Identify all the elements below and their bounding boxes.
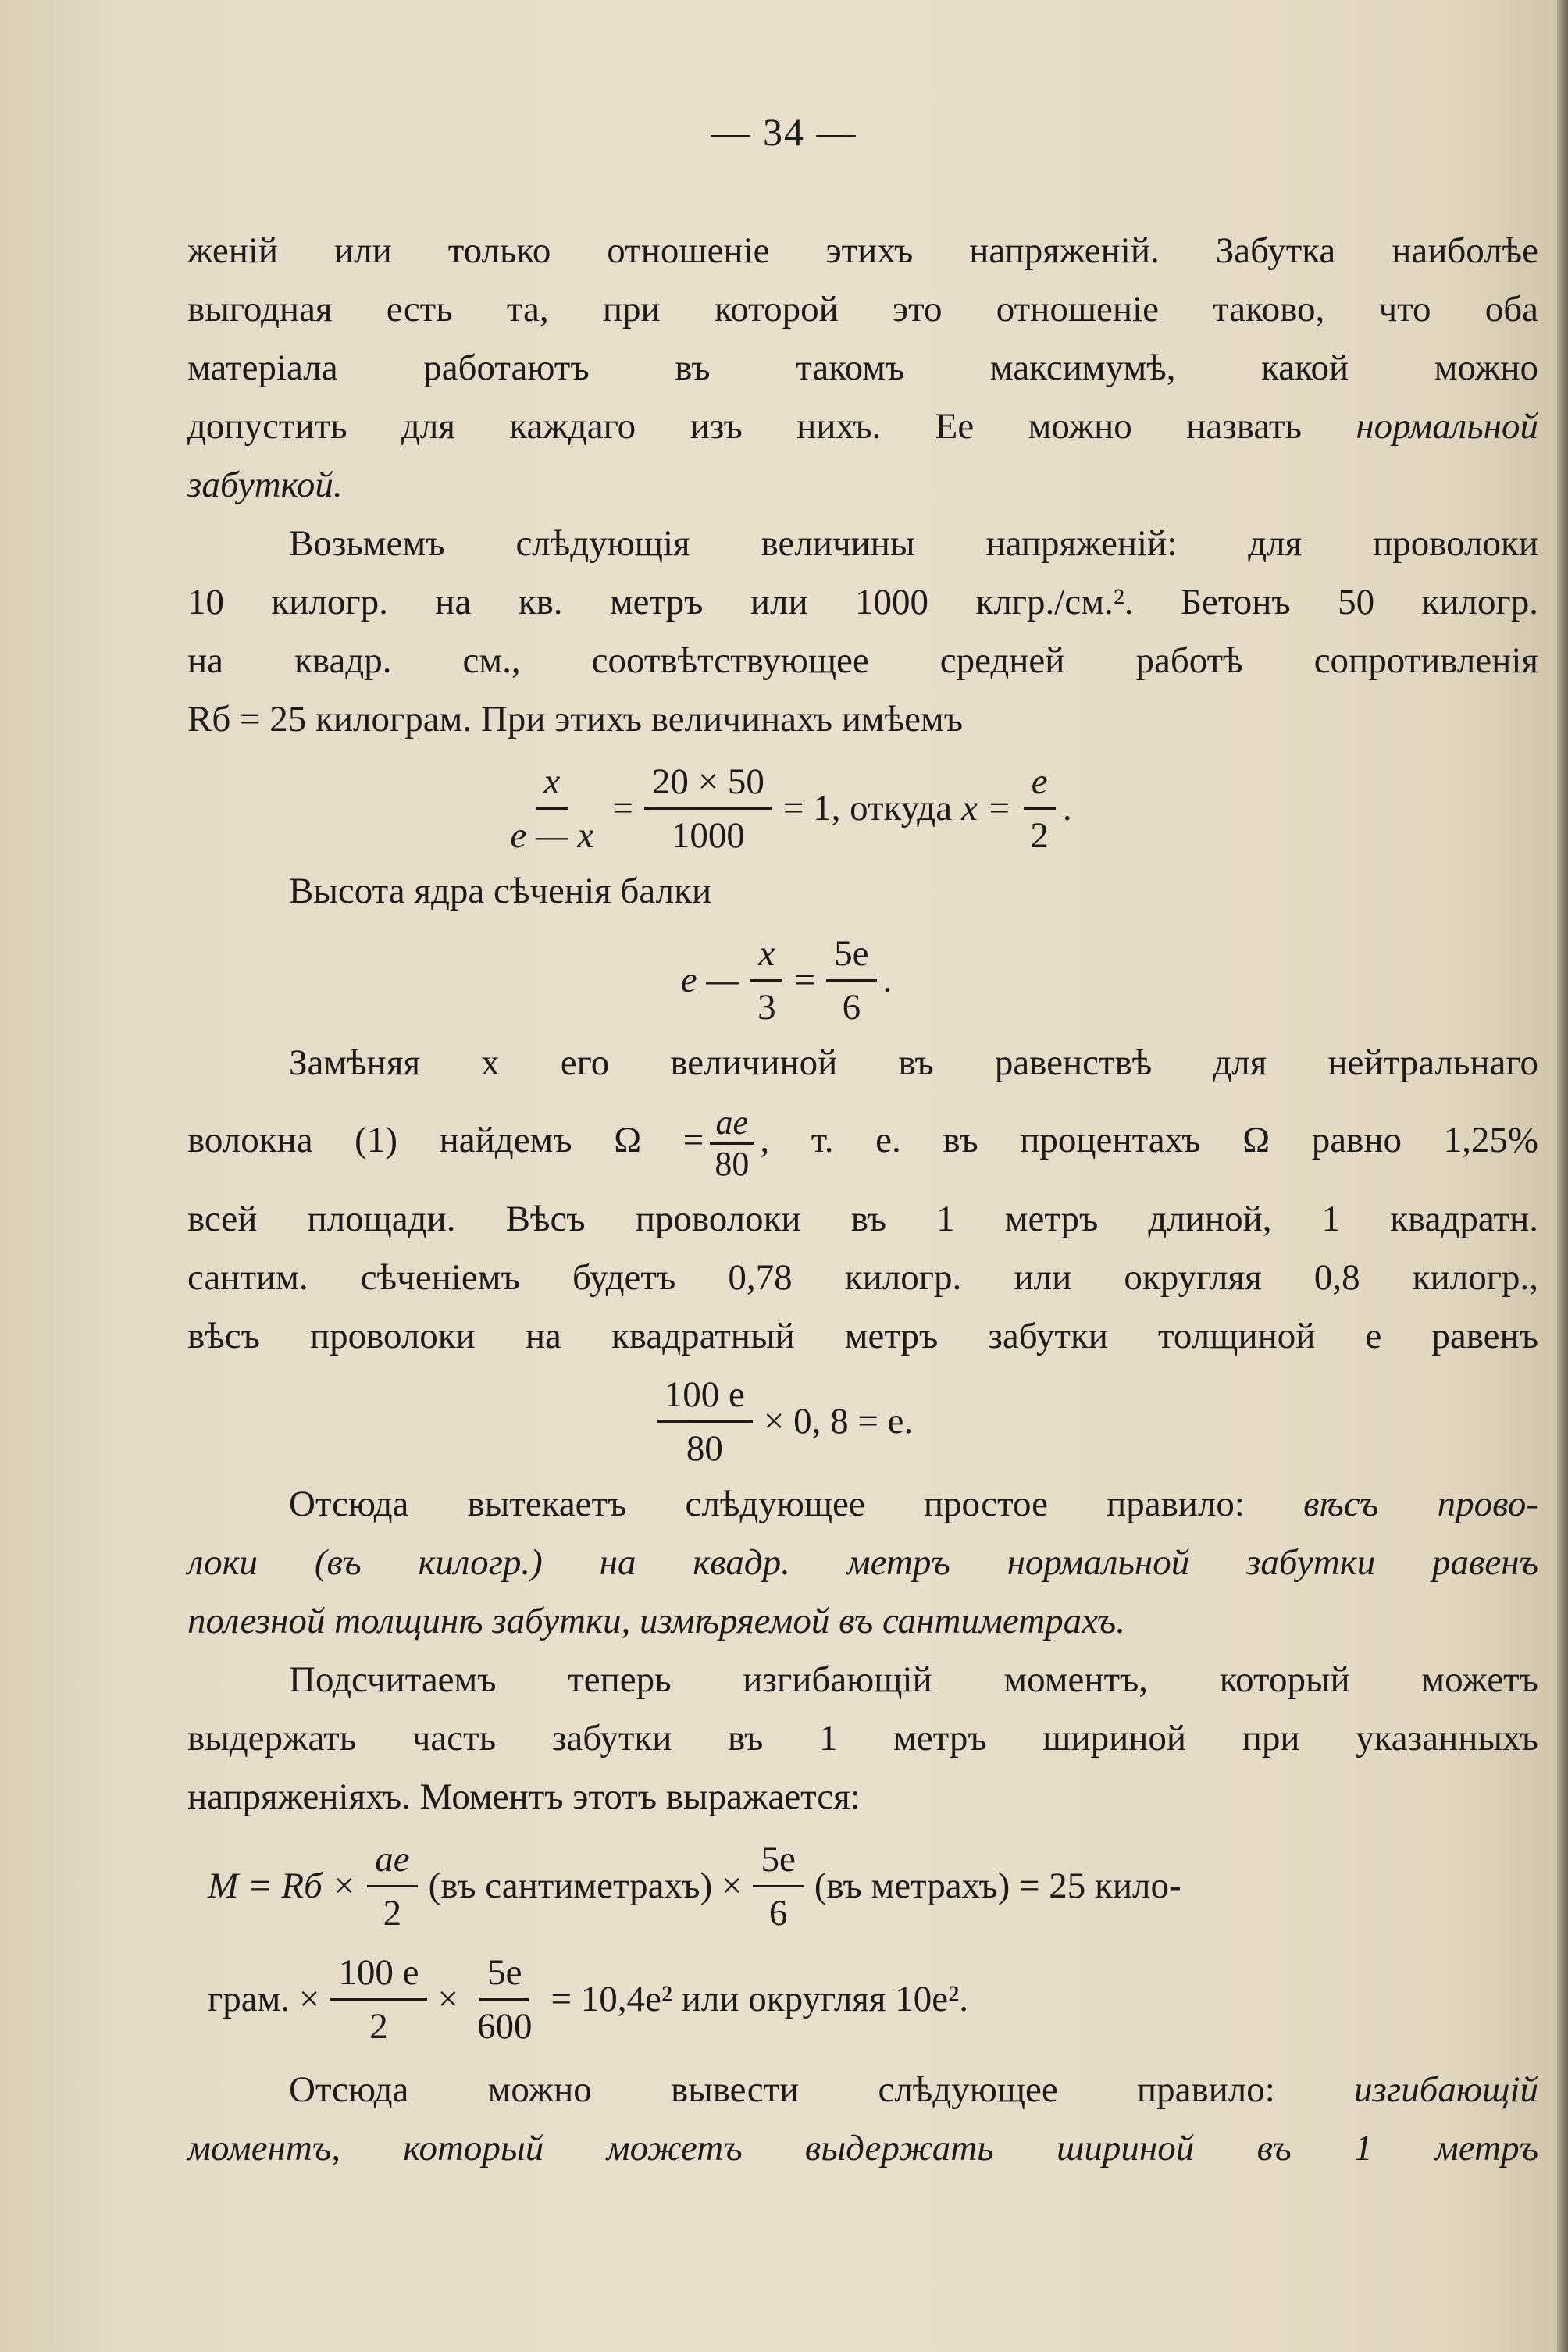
fraction: $\frac{100 e}{80}$: [657, 1372, 753, 1471]
text-line: всей площади. Вѣсъ проволоки въ 1 метръ длиной, 1 квадратн.: [187, 1199, 1538, 1239]
fraction: $\frac{e}{2}$: [1022, 759, 1057, 858]
text-line: Отсюда можно вывести слѣдующее правило: изгибающій: [289, 2069, 1539, 2110]
page-edge: [1557, 0, 1568, 2352]
text-line: полезной толщинѣ забутки, измѣряемой въ сантиметрахъ.: [187, 1601, 1125, 1641]
text-line: [187, 402, 1538, 451]
fraction: $\frac{100 e}{2}$: [330, 1950, 426, 2049]
italic-rule: вѣсъ прово-: [1303, 1484, 1538, 1524]
formula-moment-result: грам. × $\frac{100 e}{2}$ × $\frac{5e}{600}$ = 10,4e² или округляя 10e².: [203, 1944, 1546, 2054]
text-span: допустить для каждаго изъ нихъ. Ее можно назвать: [187, 406, 1302, 447]
text-line: вѣсъ проволоки на квадратный метръ забутки толщиной e равенъ: [187, 1316, 1538, 1356]
text-line-with-formula: волокна (1) найдемъ Ω = $\frac{ae}{80}$ , т. е. въ процентахъ Ω равно 1,25%: [187, 1103, 1539, 1183]
formula-moment: M = Rб × $\frac{ae}{2}$ (въ сантиметрахъ) × $\frac{5e}{6}$ (въ метрахъ) = 25 кило-: [203, 1831, 1546, 1940]
page-number: — 34 —: [711, 110, 857, 154]
text-line: моментъ, который можетъ выдержать шириной въ 1 метръ: [187, 2128, 1538, 2168]
fraction: $\frac{x}{3}$: [750, 931, 784, 1030]
italic-term: нормальной: [1356, 406, 1538, 447]
text-line: 10 килогр. на кв. метръ или 1000 клгр./см.². Бетонъ 50 килогр.: [187, 582, 1538, 622]
fraction: $\frac{ae}{80}$: [708, 1103, 755, 1184]
fraction: $\frac{20 \times 50}{1000}$: [644, 759, 772, 858]
text-line: напряженіяхъ. Моментъ этотъ выражается:: [187, 1776, 861, 1817]
formula-ratio: $\frac{x}{e — x}$ = $\frac{20 \times 50}{1000}$ = 1, откуда x = $\frac{e}{2}$ .: [0, 754, 1568, 863]
text-line: сантим. сѣченіемъ будетъ 0,78 килогр. или округляя 0,8 килогр.,: [187, 1257, 1538, 1298]
text-line: Возьмемъ слѣдующія величины напряженій: для проволоки: [289, 523, 1538, 564]
text-line: забуткой.: [187, 465, 343, 505]
formula-wire-weight: $\frac{100 e}{80}$ × 0, 8 = e.: [0, 1367, 1568, 1476]
text-line: Rб = 25 килограм. При этихъ величинахъ имѣемъ: [187, 699, 964, 739]
text-line: выдержать часть забутки въ 1 метръ шириной при указанныхъ: [187, 1718, 1538, 1759]
text-line: Высота ядра сѣченія балки: [289, 871, 712, 911]
fraction: $\frac{5e}{6}$: [826, 931, 876, 1030]
fraction: $\frac{5e}{600}$: [469, 1950, 540, 2049]
formula-core-height: e — $\frac{x}{3}$ = $\frac{5e}{6}$ .: [0, 925, 1568, 1035]
text-line: Замѣняя x его величиной въ равенствѣ для нейтральнаго: [289, 1042, 1538, 1083]
fraction: $\frac{ae}{2}$: [367, 1837, 417, 1936]
text-line: выгодная есть та, при которой это отношеніе таково, что оба: [187, 289, 1538, 330]
italic-rule: изгибающій: [1354, 2069, 1539, 2110]
text-line: Подсчитаемъ теперь изгибающій моментъ, который можетъ: [289, 1659, 1538, 1700]
text-line: Отсюда вытекаетъ слѣдующее простое правило: вѣсъ прово-: [289, 1484, 1538, 1524]
fraction: $\frac{5e}{6}$: [753, 1837, 803, 1936]
text-line: локи (въ килогр.) на квадр. метръ нормальной забутки равенъ: [187, 1542, 1538, 1583]
fraction: $\frac{x}{e — x}$: [502, 759, 601, 858]
text-line: на квадр. см., соотвѣтствующее средней работѣ сопротивленія: [187, 640, 1538, 681]
text-line: матеріала работаютъ въ такомъ максимумѣ, какой можно: [187, 347, 1538, 388]
text-line: женій или только отношеніе этихъ напряженій. Забутка наиболѣе: [187, 230, 1538, 271]
